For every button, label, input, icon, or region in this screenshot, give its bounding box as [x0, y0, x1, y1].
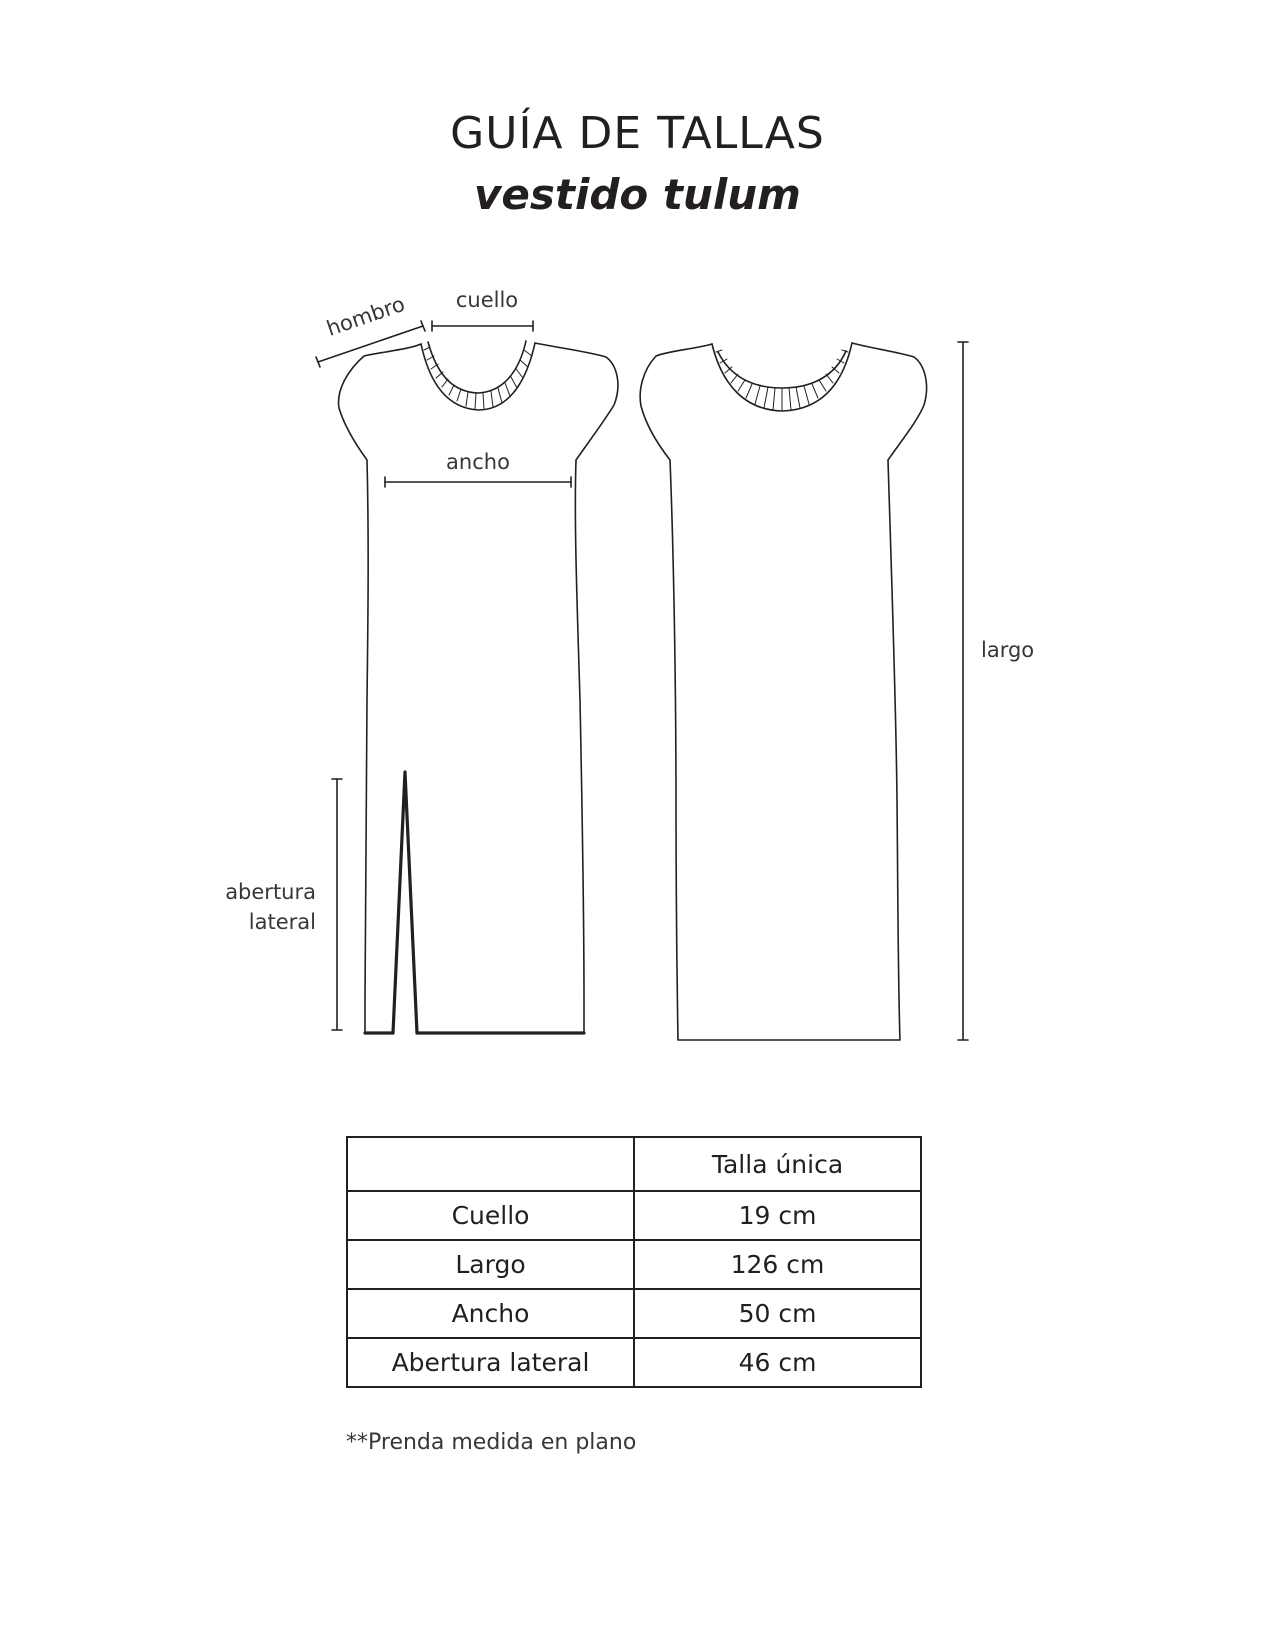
- table-cell-measure: Ancho: [347, 1289, 634, 1338]
- label-largo: largo: [981, 638, 1035, 662]
- table-header-empty: [347, 1137, 634, 1191]
- measure-cuello: [432, 321, 533, 331]
- front-side-slit: [393, 772, 417, 1033]
- front-neck-ribs: [424, 347, 532, 409]
- size-table: [346, 1136, 922, 1388]
- front-dress-outline: [339, 343, 618, 1033]
- table-cell-measure: Largo: [347, 1240, 634, 1289]
- table-row: [347, 1191, 921, 1240]
- table-row: [347, 1240, 921, 1289]
- table-cell-value: 126 cm: [634, 1240, 921, 1289]
- label-ancho: ancho: [446, 450, 510, 474]
- front-neck-inner: [428, 341, 526, 393]
- label-hombro: hombro: [323, 291, 408, 341]
- measure-abertura: [332, 779, 342, 1030]
- table-cell-measure: Abertura lateral: [347, 1338, 634, 1387]
- measure-ancho: [385, 477, 571, 487]
- back-dress-outline: [640, 343, 926, 1040]
- page-subtitle: vestido tulum: [474, 170, 801, 219]
- table-cell-value: 19 cm: [634, 1191, 921, 1240]
- table-cell-value: 46 cm: [634, 1338, 921, 1387]
- table-cell-value: 50 cm: [634, 1289, 921, 1338]
- measure-largo: [958, 342, 968, 1040]
- label-abertura-line2: lateral: [248, 910, 316, 934]
- table-header-size: Talla única: [634, 1137, 921, 1191]
- table-row: [347, 1338, 921, 1387]
- label-cuello: cuello: [455, 288, 519, 312]
- back-neck-inner: [718, 351, 846, 388]
- table-cell-measure: Cuello: [347, 1191, 634, 1240]
- back-neck-ribs: [716, 350, 848, 411]
- footnote: **Prenda medida en plano: [346, 1430, 637, 1455]
- back-dress: [640, 343, 926, 1040]
- label-abertura-line1: abertura: [225, 880, 316, 904]
- page-title: GUÍA DE TALLAS: [450, 108, 825, 159]
- front-dress: [339, 341, 618, 1033]
- table-header-row: [347, 1137, 921, 1191]
- table-row: [347, 1289, 921, 1338]
